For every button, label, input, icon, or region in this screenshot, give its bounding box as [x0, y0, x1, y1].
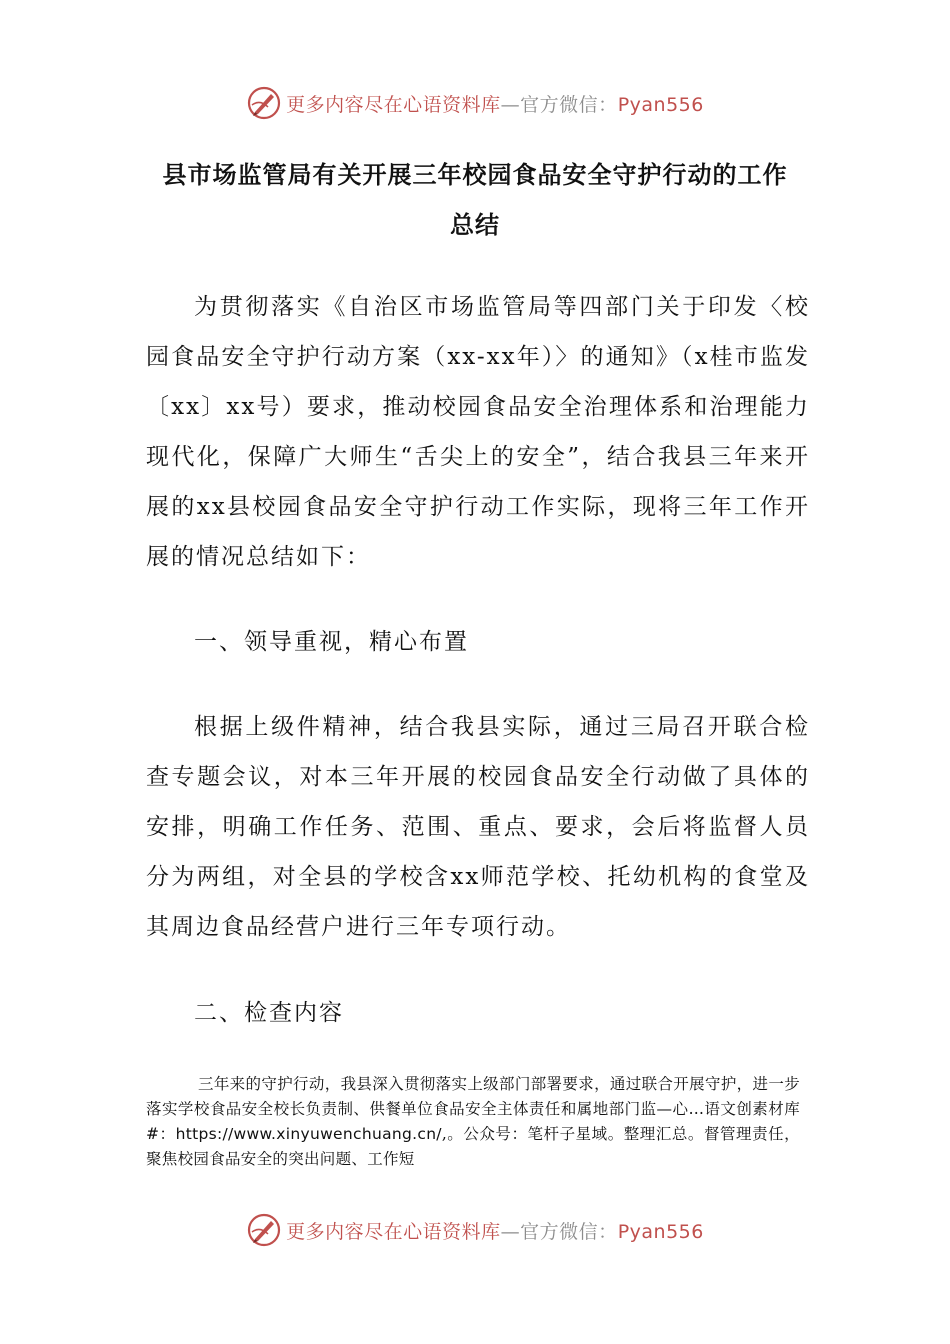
title-line-1: 县市场监管局有关开展三年校园食品安全守护行动的工作: [162, 161, 788, 189]
intro-paragraph: 为贯彻落实《自治区市场监管局等四部门关于印发〈校园食品安全守护行动方案（xx-xx年）〉的通知》（x桂市监发〔xx〕xx号）要求，推动校园食品安全治理体系和治理能力现代化，保障广大师生“舌尖上的安全”，结合我县三年来开展的xx县校园食品安全守护行动工作实际，现将三年工作开展的情况总结如下：: [146, 294, 810, 570]
section-1-paragraph: 根据上级件精神，结合我县实际，通过三局召开联合检查专题会议，对本三年开展的校园食品安全行动做了具体的安排，明确工作任务、范围、重点、要求，会后将监督人员分为两组，对全县的学校含xx师范学校、托幼机构的食堂及其周边食品经营户进行三年专项行动。: [146, 714, 810, 940]
pen-logo-icon: [246, 1212, 282, 1248]
top-watermark-banner: [0, 83, 950, 123]
website-link[interactable]: https://www.xinyuwenchuang.cn/: [175, 1125, 442, 1143]
title-line-2: 总结: [450, 211, 500, 239]
bottom-watermark-banner: [0, 1210, 950, 1250]
pen-logo-icon: [246, 85, 282, 121]
banner-text: 更多内容尽在心语资料库—官方微信：Pyan556: [286, 93, 704, 116]
section-heading-1: 一、领导重视，精心布置: [194, 629, 469, 655]
banner-text: 更多内容尽在心语资料库—官方微信：Pyan556: [286, 1220, 704, 1243]
section-heading-2: 二、检查内容: [194, 1000, 344, 1026]
document-title: [120, 150, 830, 250]
section-2-paragraph: 三年来的守护行动，我县深入贯彻落实上级部门部署要求，通过联合开展守护，进一步落实学校食品安全校长负责制、供餐单位食品安全主体责任和属地部门监—心…语文创素材库#：https://www.xinyuwenchuang.cn/,。公众号：笔杆子星域。整理汇总。督管理责任，聚焦校园食品安全的突出问题、工作短: [146, 1075, 800, 1168]
